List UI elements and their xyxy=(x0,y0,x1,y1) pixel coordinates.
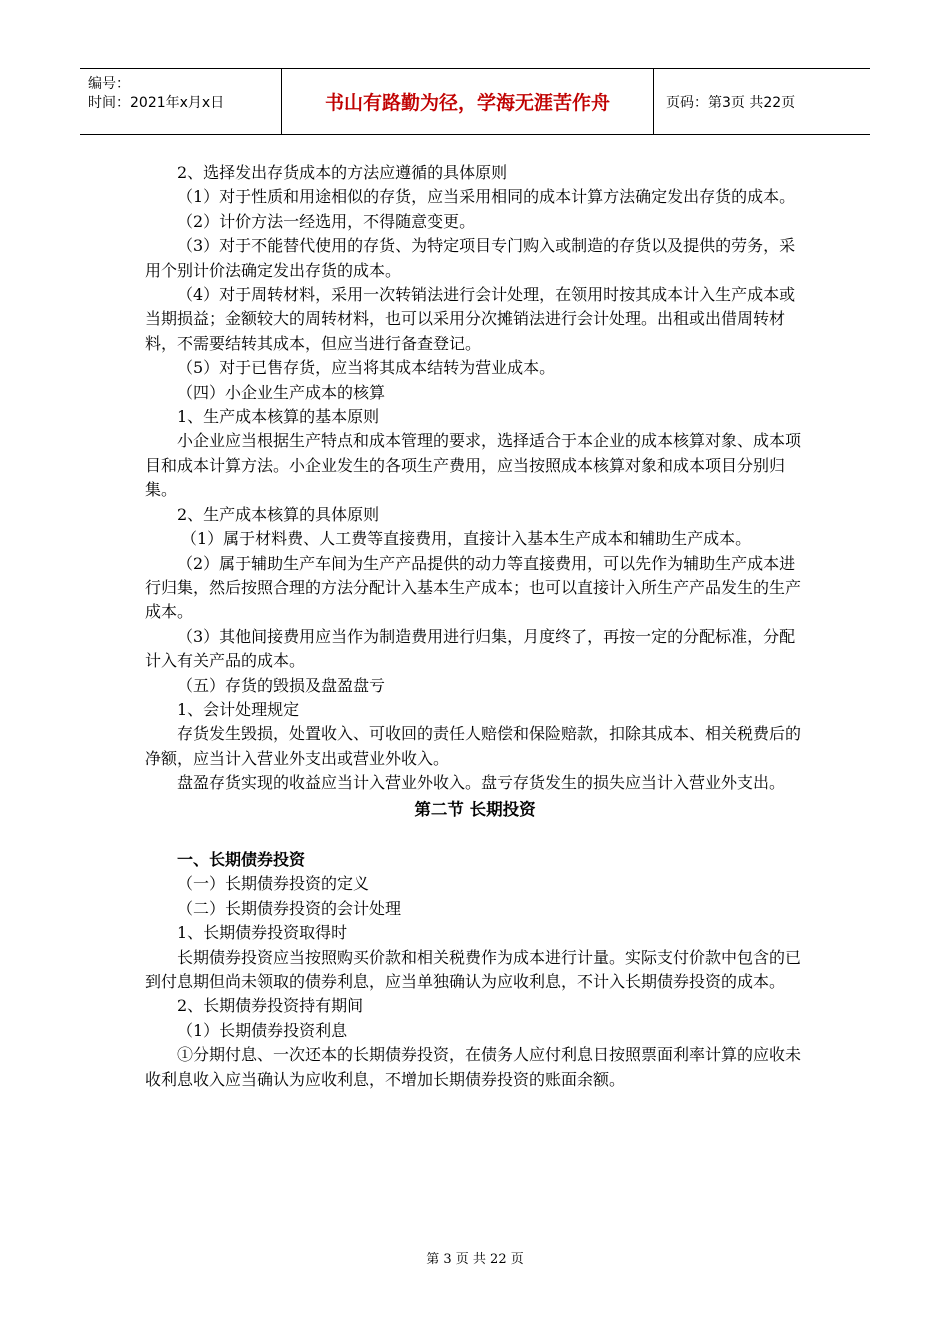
paragraph: 1、会计处理规定 xyxy=(177,699,300,719)
paragraph: （1）对于性质和用途相似的存货，应当采用相同的成本计算方法确定发出存货的成本。 xyxy=(177,187,796,207)
paragraph: 2、选择发出存货成本的方法应遵循的具体原则 xyxy=(177,163,508,182)
paragraph: ①分期付息、一次还本的长期债券投资，在债务人应付利息日按照票面利率计算的应收未收利息收入应当确认为应收利息，不增加长期债券投资的账面余额。 xyxy=(145,1045,802,1089)
paragraph: （3）其他间接费用应当作为制造费用进行归集，月度终了，再按一定的分配标准，分配计入有关产品的成本。 xyxy=(145,626,796,671)
page-footer: 第 3 页 共 22 页 xyxy=(426,1252,524,1267)
document-date: 时间：2021年x月x日 xyxy=(88,95,225,111)
paragraph: （五）存货的毁损及盘盈盘亏 xyxy=(177,675,386,695)
page-header xyxy=(80,68,870,135)
paragraph: 1、长期债券投资取得时 xyxy=(177,923,348,943)
header-page-info: 页码：第3页 共22页 xyxy=(666,94,796,111)
paragraph: （2）计价方法一经选用，不得随意变更。 xyxy=(177,211,476,231)
document-body xyxy=(145,161,805,1092)
header-meta xyxy=(80,69,281,134)
document-number-label: 编号： xyxy=(88,76,130,92)
header-motto: 书山有路勤为径，学海无涯苦作舟 xyxy=(281,69,654,134)
paragraph: 小企业应当根据生产特点和成本管理的要求，选择适合于本企业的成本核算对象、成本项目和成本计算方法。小企业发生的各项生产费用，应当按照成本核算对象和成本项目分别归集。 xyxy=(145,431,802,500)
paragraph: 2、生产成本核算的具体原则 xyxy=(177,504,380,524)
section-heading: 第二节 长期投资 xyxy=(414,799,536,819)
paragraph: （二）长期债券投资的会计处理 xyxy=(177,898,402,918)
paragraph: 盘盈存货实现的收益应当计入营业外收入。盘亏存货发生的损失应当计入营业外支出。 xyxy=(177,773,786,793)
paragraph: （2）属于辅助生产车间为生产产品提供的动力等直接费用，可以先作为辅助生产成本进行归集，然后按照合理的方法分配计入基本生产成本；也可以直接计入所生产产品发生的生产成本。 xyxy=(145,553,802,622)
paragraph: （四）小企业生产成本的核算 xyxy=(177,382,386,402)
paragraph: 存货发生毁损，处置收入、可收回的责任人赔偿和保险赔款，扣除其成本、相关税费后的净额，应当计入营业外支出或营业外收入。 xyxy=(145,724,802,768)
paragraph: （5）对于已售存货，应当将其成本结转为营业成本。 xyxy=(177,358,556,378)
paragraph: 长期债券投资应当按照购买价款和相关税费作为成本进行计量。实际支付价款中包含的已到付息期但尚未领取的债券利息，应当单独确认为应收利息，不计入长期债券投资的成本。 xyxy=(145,947,802,991)
paragraph: （1）长期债券投资利息 xyxy=(177,1020,348,1040)
paragraph: 1、生产成本核算的基本原则 xyxy=(177,407,380,427)
paragraph: （1）属于材料费、人工费等直接费用，直接计入基本生产成本和辅助生产成本。 xyxy=(181,529,752,549)
paragraph: 2、长期债券投资持有期间 xyxy=(177,996,364,1016)
paragraph: （4）对于周转材料，采用一次转销法进行会计处理，在领用时按其成本计入生产成本或当期损益；金额较大的周转材料，也可以采用分次摊销法进行会计处理。出租或出借周转材料，不需要结转其成本，但应当进行备查登记。 xyxy=(145,285,796,353)
subsection-heading: 一、长期债券投资 xyxy=(177,849,306,869)
paragraph: （3）对于不能替代使用的存货、为特定项目专门购入或制造的存货以及提供的劳务，采用个别计价法确定发出存货的成本。 xyxy=(145,236,796,280)
paragraph: （一）长期债券投资的定义 xyxy=(177,874,370,894)
